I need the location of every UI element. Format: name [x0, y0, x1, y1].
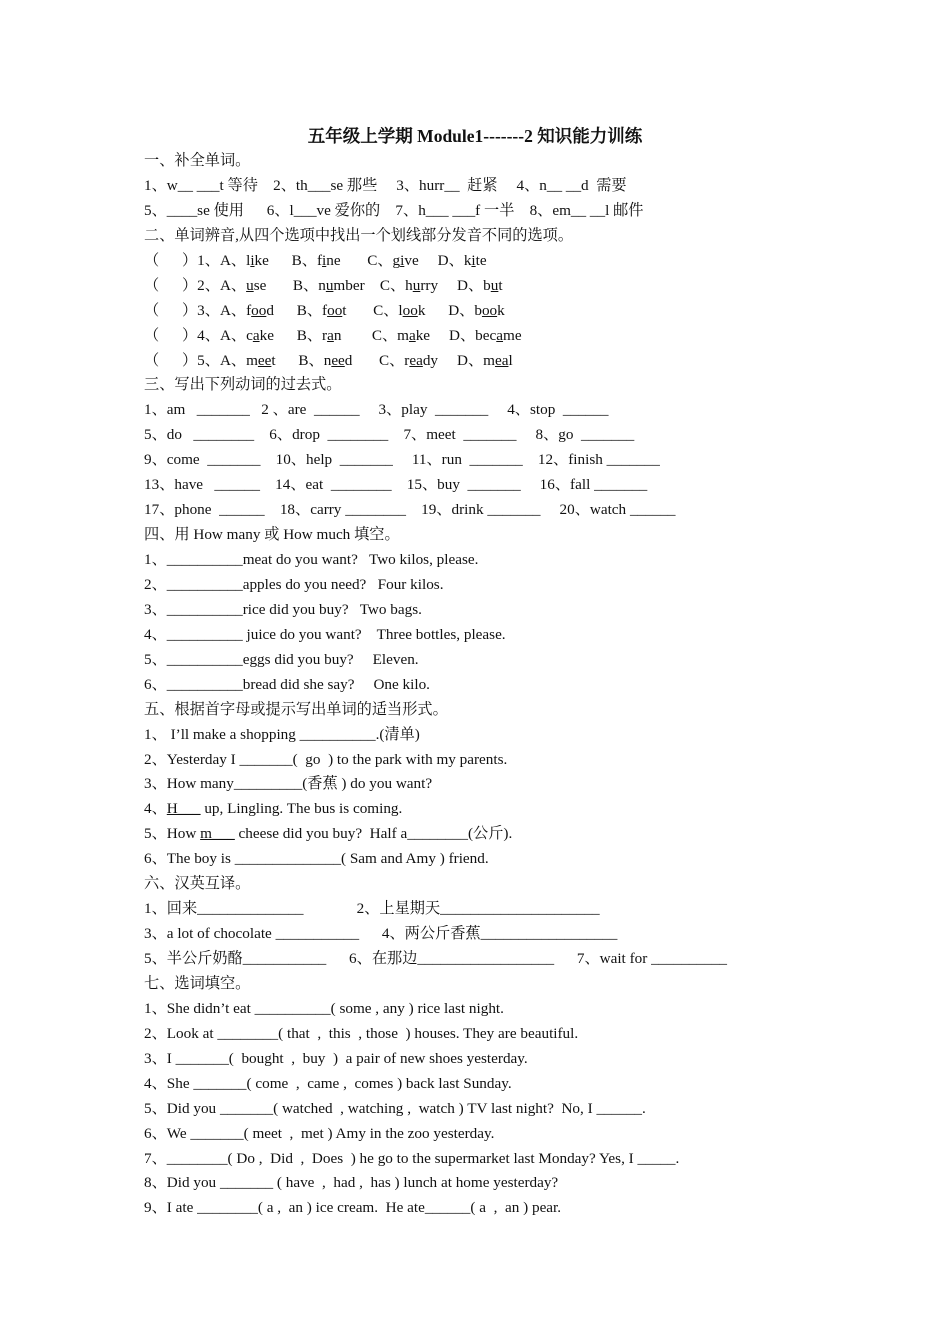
underlined-text: u [490, 276, 499, 294]
worksheet-line [144, 1196, 904, 1221]
line-text: 3、a lot of chocolate ___________ 4、两公斤香蕉__________________ [144, 925, 618, 943]
underlined-text: a [327, 326, 334, 344]
worksheet-line [144, 548, 904, 573]
worksheet-line [144, 997, 904, 1022]
worksheet-line [144, 772, 904, 797]
line-text: n C、m [333, 326, 409, 344]
worksheet-line [144, 598, 904, 623]
line-text: 一、补全单词。 [144, 152, 251, 169]
line-text: 6、__________bread did she say? One kilo. [144, 675, 430, 693]
line-text: 3、__________rice did you buy? Two bags. [144, 600, 422, 618]
line-text: up, Lingling. The bus is coming. [200, 800, 403, 818]
line-text: 9、come _______ 10、help _______ 11、run _______ 12、finish _______ [144, 451, 660, 469]
worksheet-line [144, 922, 904, 947]
line-text: （ ）4、A、c [144, 326, 253, 344]
worksheet-line [144, 1072, 904, 1097]
worksheet-line [144, 1147, 904, 1172]
line-text: 3、I _______( bought , buy ) a pair of new shoes yesterday. [144, 1049, 528, 1067]
line-text: 1、回来______________ 2、上星期天_____________________ [144, 900, 600, 918]
underlined-text: i [322, 251, 327, 269]
line-text: 6、We _______( meet , met ) Amy in the zoo yesterday. [144, 1124, 495, 1142]
page-title: 五年级上学期 Module1-------2 知识能力训练 [307, 126, 643, 146]
line-text: cheese did you buy? Half a________(公斤). [234, 825, 513, 843]
worksheet-line [144, 149, 904, 174]
underlined-text: ea [409, 351, 423, 369]
line-text: 4、 [144, 800, 167, 818]
line-text: 五、根据首字母或提示写出单词的适当形式。 [144, 700, 448, 718]
worksheet-line [144, 1047, 904, 1072]
worksheet-line [144, 498, 904, 523]
worksheet-line [144, 523, 904, 548]
worksheet-line [144, 398, 904, 423]
line-text: 8、Did you _______ ( have , had , has ) lunch at home yesterday? [144, 1174, 559, 1192]
worksheet-line [144, 847, 904, 872]
worksheet-line [144, 698, 904, 723]
line-text: se B、n [253, 276, 326, 294]
line-text: （ ）1、A、l [144, 251, 251, 269]
line-text: 5、do ________ 6、drop ________ 7、meet _______ 8、go _______ [144, 426, 635, 444]
underlined-text: oo [402, 301, 418, 319]
line-text: 5、How [144, 825, 201, 843]
underlined-text: m___ [200, 825, 235, 843]
worksheet-line [144, 1097, 904, 1122]
underlined-text: ee [331, 351, 345, 369]
line-text: 5、____se 使用 6、l___ve 爱你的 7、h___ ___f 一半 8、em__ __l 邮件 [144, 201, 644, 219]
underlined-text: i [471, 251, 476, 269]
line-text: 1、w__ ___t 等待 2、th___se 那些 3、hurr__ 赶紧 4、n__ __d 需要 [144, 176, 627, 194]
underlined-text: a [408, 326, 416, 344]
line-text: 1、am _______ 2 、are ______ 3、play _______ 4、stop ______ [144, 401, 609, 419]
worksheet-line [144, 473, 904, 498]
line-text: 3、How many_________(香蕉 ) do you want? [144, 775, 433, 793]
worksheet-line [144, 349, 904, 374]
worksheet-line [144, 249, 904, 274]
line-text: 六、汉英互译。 [144, 875, 251, 893]
line-text: me [503, 326, 522, 344]
line-text: 9、I ate ________( a , an ) ice cream. He ate______( a , an ) pear. [144, 1199, 562, 1217]
line-text: 5、Did you _______( watched , watching , watch ) TV last night? No, I ______. [144, 1099, 646, 1117]
underlined-text: u [246, 276, 254, 294]
line-text: 4、She _______( come , came , comes ) back last Sunday. [144, 1074, 512, 1092]
worksheet-line [144, 947, 904, 972]
line-text: t B、n [271, 351, 332, 369]
line-text: （ ）2、A、 [144, 276, 247, 294]
underlined-text: oo [481, 301, 498, 319]
worksheet-line [144, 748, 904, 773]
underlined-text: i [250, 251, 255, 269]
underlined-text: u [412, 276, 421, 294]
line-text: ke D、bec [415, 326, 497, 344]
line-text: 1、__________meat do you want? Two kilos, please. [144, 551, 479, 568]
worksheet-line [144, 448, 904, 473]
line-text: t [498, 276, 503, 294]
line-text: 1、She didn’t eat __________( some , any ) rice last night. [144, 999, 504, 1017]
line-text: 4、__________ juice do you want? Three bottles, please. [144, 625, 506, 643]
worksheet-line [144, 199, 904, 224]
line-text: ve D、k [404, 251, 472, 269]
worksheet-line [144, 797, 904, 822]
line-text: ne C、g [326, 251, 401, 269]
line-text: 5、__________eggs did you buy? Eleven. [144, 650, 419, 668]
underlined-text: oo [327, 301, 343, 319]
worksheet-line [144, 274, 904, 299]
underlined-text: a [252, 326, 260, 344]
line-text: dy D、m [422, 351, 495, 369]
line-text: 2、__________apples do you need? Four kilos. [144, 575, 444, 593]
line-text: 二、单词辨音,从四个选项中找出一个划线部分发音不同的选项。 [144, 226, 574, 244]
underlined-text: a [496, 326, 504, 344]
worksheet-line [144, 1122, 904, 1147]
line-text: （ ）5、A、m [144, 351, 258, 369]
line-text: ke B、r [259, 326, 328, 344]
worksheet-line [144, 224, 904, 249]
line-text: 17、phone ______ 18、carry ________ 19、drink _______ 20、watch ______ [144, 501, 676, 519]
line-text: te [475, 251, 487, 269]
line-text: （ ）3、A、f [144, 301, 252, 319]
line-text: l [508, 351, 513, 369]
worksheet-line [144, 972, 904, 997]
worksheet-line [144, 299, 904, 324]
worksheet-line [144, 723, 904, 748]
worksheet-line [144, 324, 904, 349]
worksheet-line [144, 822, 904, 847]
worksheet-line [144, 573, 904, 598]
line-text: 三、写出下列动词的过去式。 [144, 376, 342, 394]
line-text: 四、用 How many 或 How much 填空。 [144, 526, 400, 544]
underlined-text: u [325, 276, 334, 294]
underlined-text: H___ [166, 800, 201, 818]
underlined-text: i [400, 251, 405, 269]
line-text: d B、f [266, 301, 328, 319]
worksheet-line [144, 897, 904, 922]
line-text: d C、r [344, 351, 410, 369]
line-text: 2、Look at ________( that , this , those ) houses. They are beautiful. [144, 1024, 579, 1042]
line-text: 13、have ______ 14、eat ________ 15、buy _______ 16、fall _______ [144, 476, 648, 494]
line-text: 2、Yesterday I _______( go ) to the park with my parents. [144, 750, 508, 768]
line-text: t C、l [342, 301, 403, 319]
worksheet-line [144, 623, 904, 648]
line-text: rry D、b [420, 276, 491, 294]
underlined-text: ea [494, 351, 509, 369]
worksheet-line [144, 1022, 904, 1047]
line-text: 1、 I’ll make a shopping __________.(清单) [144, 725, 420, 743]
underlined-text: oo [251, 301, 267, 319]
worksheet-line [144, 174, 904, 199]
worksheet-line [144, 648, 904, 673]
line-text: 七、选词填空。 [144, 974, 251, 992]
underlined-text: ee [257, 351, 272, 369]
worksheet-line [144, 673, 904, 698]
worksheet-line [144, 1171, 904, 1196]
line-text: k [497, 301, 505, 319]
line-text: k D、b [417, 301, 482, 319]
line-text: 6、The boy is ______________( Sam and Amy ) friend. [144, 850, 489, 868]
line-text: ke B、f [254, 251, 323, 269]
line-text: mber C、h [333, 276, 413, 294]
line-text: 5、半公斤奶酪___________ 6、在那边__________________ 7、wait for __________ [144, 950, 728, 967]
worksheet-line [144, 373, 904, 398]
worksheet-line [144, 872, 904, 897]
worksheet-line [144, 423, 904, 448]
worksheet-content [144, 149, 904, 1221]
line-text: 7、________( Do , Did , Does ) he go to the supermarket last Monday? Yes, I _____. [144, 1149, 680, 1167]
